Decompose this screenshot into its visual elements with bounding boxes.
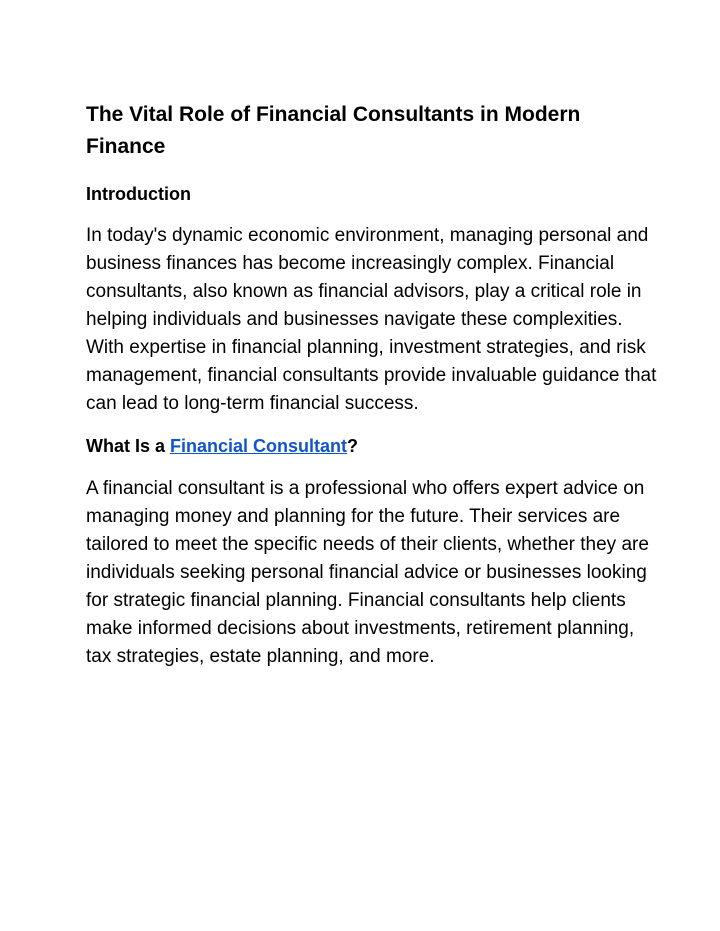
financial-consultant-link[interactable]: Financial Consultant [170,436,348,456]
heading-suffix: ? [347,436,359,456]
section-heading-introduction: Introduction [86,184,191,204]
section-heading-what-is [86,433,660,459]
heading-prefix: What Is a [86,436,171,456]
document-title: The Vital Role of Financial Consultants in Modern Finance [86,103,581,158]
section-paragraph-introduction: In today's dynamic economic environment, managing personal and business finances has become increasingly complex. Financial consultants, also known as financial advisors, play a critical role in helping individuals and businesses navigate these complexities. With expertise in financial planning, investment strategies, and risk management, financial consultants provide invaluable guidance that can lead to long-term financial success. [86,225,657,414]
section-paragraph-what-is: A financial consultant is a professional who offers expert advice on managing money and planning for the future. Their services are tailored to meet the specific needs of their clients, whether they are individuals seeking personal financial advice or businesses looking for strategic financial planning. Financial consultants help clients make informed decisions about investments, retirement planning, tax strategies, estate planning, and more. [86,478,649,667]
